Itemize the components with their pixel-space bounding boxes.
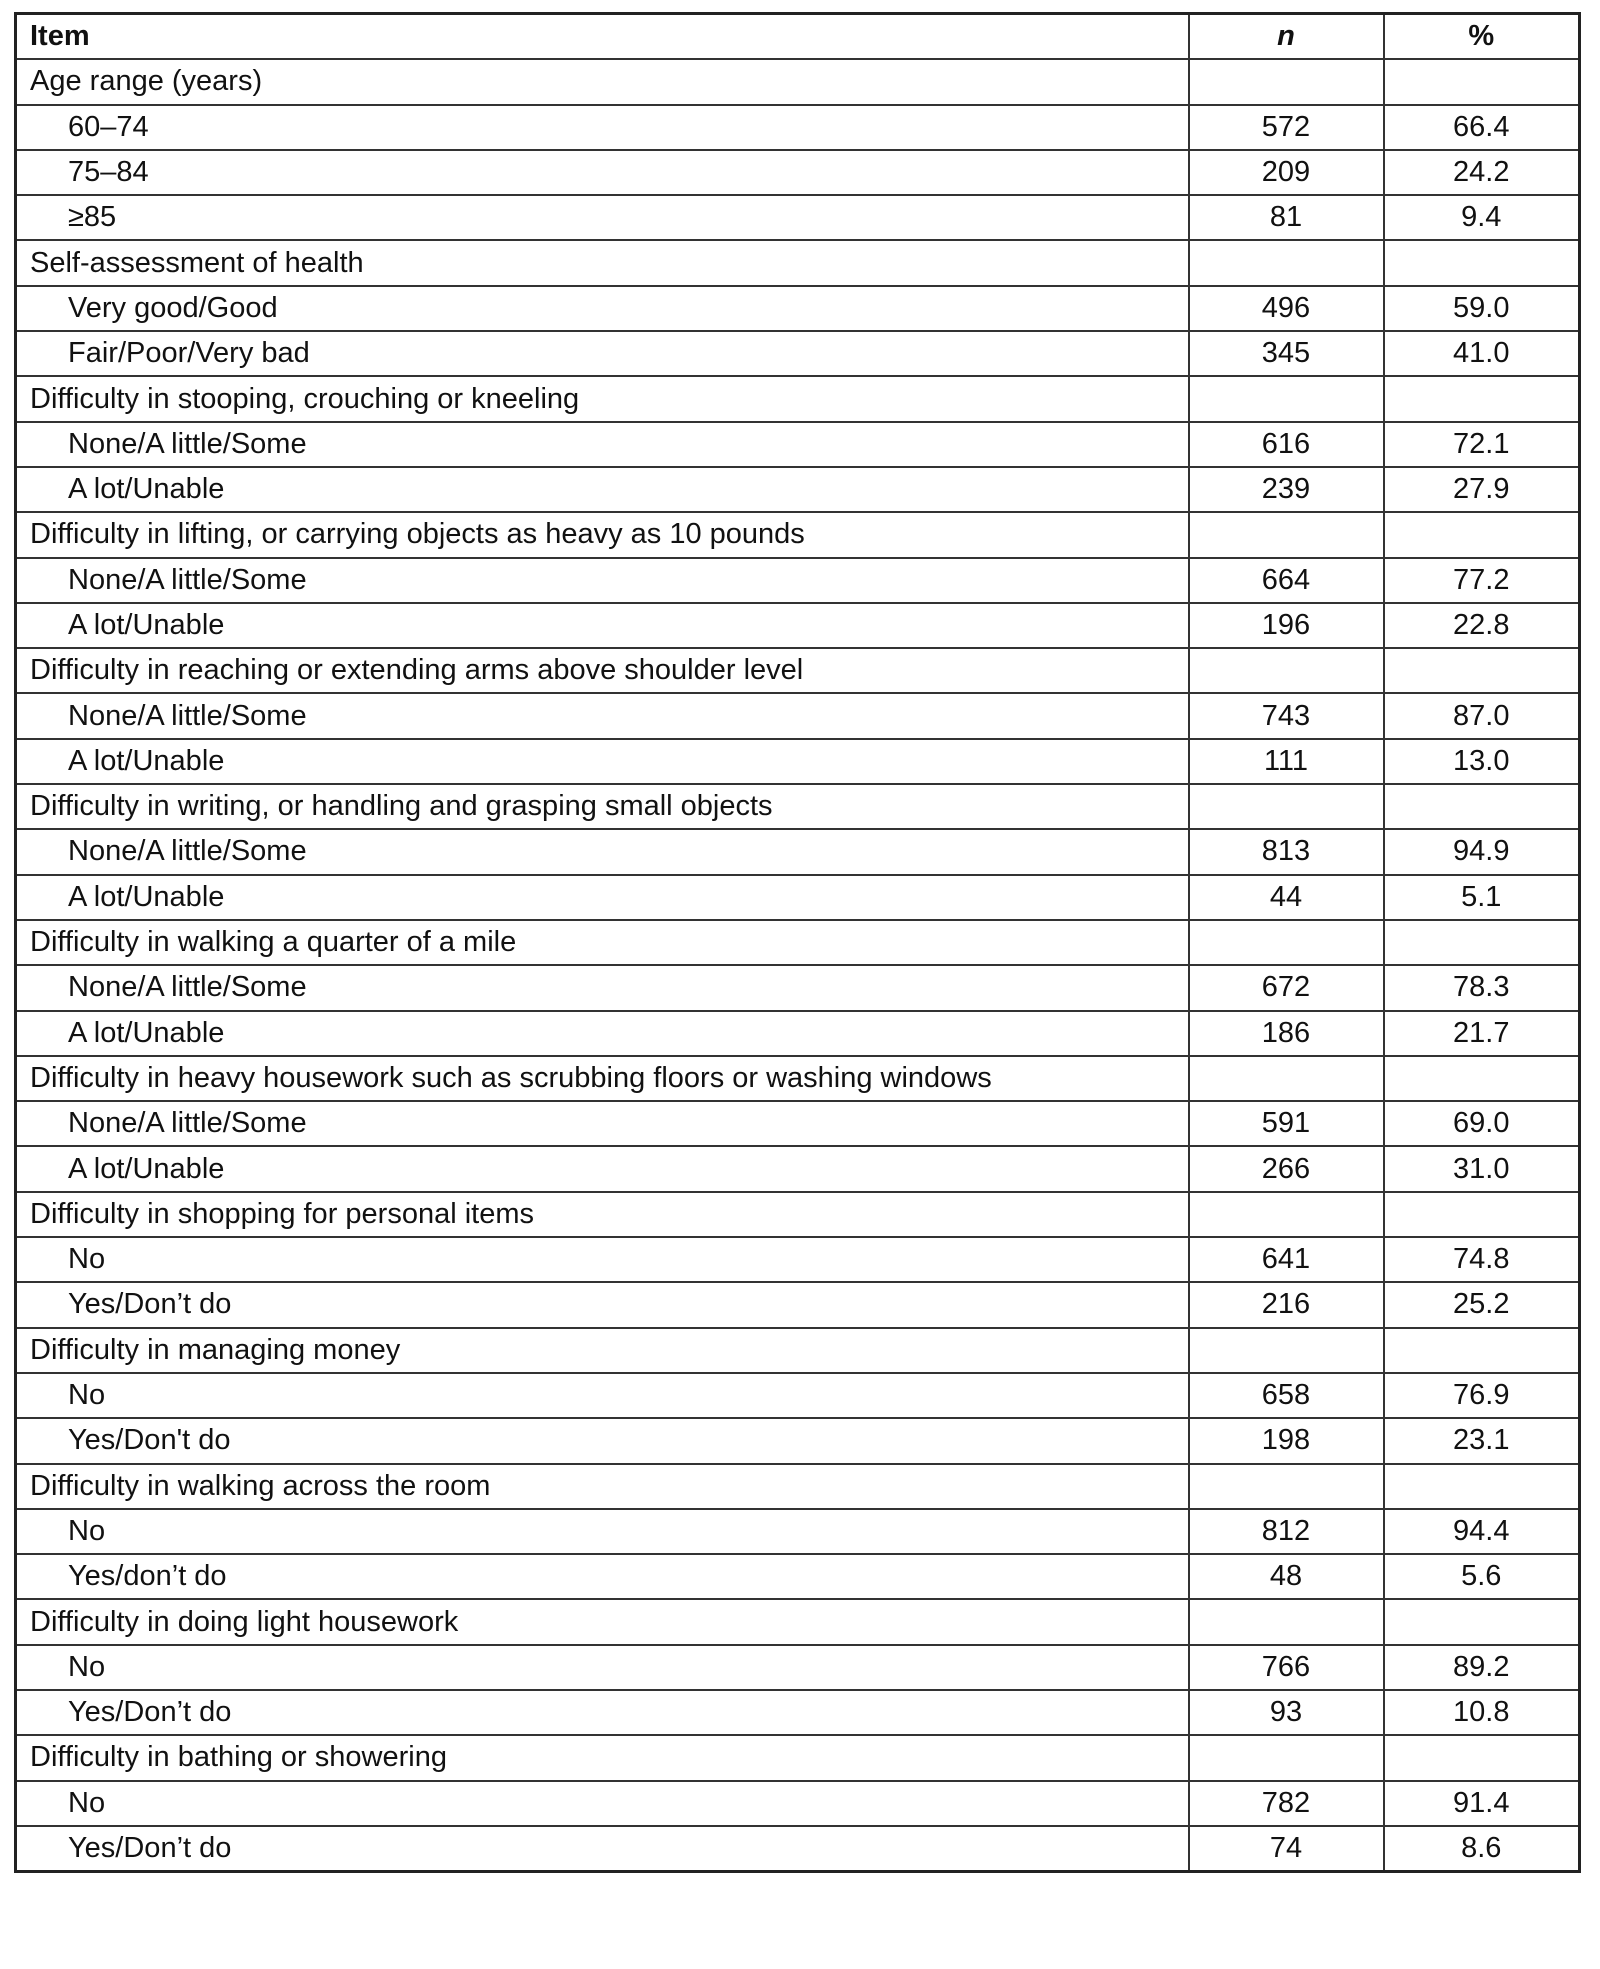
category-row (16, 648, 1580, 693)
percent-value: 91.4 (1384, 1781, 1580, 1826)
category-row (16, 59, 1580, 104)
n-value: 766 (1189, 1645, 1384, 1690)
table-row (16, 1418, 1580, 1463)
category-n-cell (1189, 1328, 1384, 1373)
category-n-cell (1189, 512, 1384, 557)
category-label: Difficulty in managing money (16, 1328, 1189, 1373)
n-value: 239 (1189, 467, 1384, 512)
category-n-cell (1189, 376, 1384, 421)
category-label: Difficulty in doing light housework (16, 1599, 1189, 1644)
response-label: A lot/Unable (16, 467, 1189, 512)
category-n-cell (1189, 1056, 1384, 1101)
category-percent-cell (1384, 648, 1580, 693)
category-percent-cell (1384, 1464, 1580, 1509)
percent-value: 77.2 (1384, 558, 1580, 603)
data-table (14, 12, 1581, 1873)
table-row (16, 558, 1580, 603)
n-value: 266 (1189, 1146, 1384, 1191)
category-percent-cell (1384, 784, 1580, 829)
percent-value: 5.6 (1384, 1554, 1580, 1599)
percent-value: 5.1 (1384, 875, 1580, 920)
table-row (16, 1282, 1580, 1327)
table-row (16, 422, 1580, 467)
category-label: Difficulty in stooping, crouching or kneeling (16, 376, 1189, 421)
response-label: None/A little/Some (16, 422, 1189, 467)
category-n-cell (1189, 648, 1384, 693)
category-n-cell (1189, 920, 1384, 965)
percent-value: 78.3 (1384, 965, 1580, 1010)
response-label: 75–84 (16, 150, 1189, 195)
response-label: No (16, 1237, 1189, 1282)
n-value: 591 (1189, 1101, 1384, 1146)
table-row (16, 331, 1580, 376)
n-value: 198 (1189, 1418, 1384, 1463)
table-row (16, 1690, 1580, 1735)
table-row (16, 1826, 1580, 1872)
n-value: 216 (1189, 1282, 1384, 1327)
n-value: 672 (1189, 965, 1384, 1010)
percent-value: 25.2 (1384, 1282, 1580, 1327)
response-label: Yes/don’t do (16, 1554, 1189, 1599)
table-row (16, 195, 1580, 240)
n-value: 641 (1189, 1237, 1384, 1282)
category-percent-cell (1384, 1056, 1580, 1101)
response-label: A lot/Unable (16, 1146, 1189, 1191)
n-value: 572 (1189, 105, 1384, 150)
category-row (16, 784, 1580, 829)
percent-value: 22.8 (1384, 603, 1580, 648)
n-value: 81 (1189, 195, 1384, 240)
category-row (16, 240, 1580, 285)
table-row (16, 965, 1580, 1010)
category-n-cell (1189, 240, 1384, 285)
table-row (16, 1645, 1580, 1690)
category-label: Difficulty in writing, or handling and grasping small objects (16, 784, 1189, 829)
response-label: 60–74 (16, 105, 1189, 150)
table-row (16, 603, 1580, 648)
category-percent-cell (1384, 1192, 1580, 1237)
category-row (16, 1599, 1580, 1644)
percent-value: 69.0 (1384, 1101, 1580, 1146)
table-row (16, 1101, 1580, 1146)
table-row (16, 467, 1580, 512)
percent-value: 74.8 (1384, 1237, 1580, 1282)
category-percent-cell (1384, 376, 1580, 421)
percent-value: 10.8 (1384, 1690, 1580, 1735)
category-n-cell (1189, 784, 1384, 829)
n-value: 111 (1189, 739, 1384, 784)
n-value: 44 (1189, 875, 1384, 920)
category-percent-cell (1384, 240, 1580, 285)
table-row (16, 286, 1580, 331)
n-value: 782 (1189, 1781, 1384, 1826)
table-row (16, 693, 1580, 738)
percent-value: 66.4 (1384, 105, 1580, 150)
category-row (16, 1192, 1580, 1237)
category-label: Difficulty in lifting, or carrying objects as heavy as 10 pounds (16, 512, 1189, 557)
table-row (16, 105, 1580, 150)
response-label: Yes/Don't do (16, 1418, 1189, 1463)
response-label: None/A little/Some (16, 965, 1189, 1010)
response-label: No (16, 1781, 1189, 1826)
category-n-cell (1189, 1464, 1384, 1509)
response-label: A lot/Unable (16, 603, 1189, 648)
table-body (16, 59, 1580, 1871)
percent-value: 27.9 (1384, 467, 1580, 512)
category-percent-cell (1384, 512, 1580, 557)
response-label: A lot/Unable (16, 875, 1189, 920)
category-percent-cell (1384, 1328, 1580, 1373)
category-n-cell (1189, 1192, 1384, 1237)
percent-value: 13.0 (1384, 739, 1580, 784)
category-n-cell (1189, 1735, 1384, 1780)
category-n-cell (1189, 1599, 1384, 1644)
response-label: Very good/Good (16, 286, 1189, 331)
n-value: 196 (1189, 603, 1384, 648)
n-value: 186 (1189, 1011, 1384, 1056)
category-label: Age range (years) (16, 59, 1189, 104)
percent-value: 24.2 (1384, 150, 1580, 195)
header-item: Item (16, 14, 1189, 60)
category-label: Difficulty in reaching or extending arms above shoulder level (16, 648, 1189, 693)
table-row (16, 875, 1580, 920)
n-value: 658 (1189, 1373, 1384, 1418)
n-value: 664 (1189, 558, 1384, 603)
n-value: 812 (1189, 1509, 1384, 1554)
response-label: No (16, 1645, 1189, 1690)
response-label: Yes/Don’t do (16, 1282, 1189, 1327)
percent-value: 59.0 (1384, 286, 1580, 331)
category-percent-cell (1384, 59, 1580, 104)
percent-value: 31.0 (1384, 1146, 1580, 1191)
header-n: n (1189, 14, 1384, 60)
response-label: None/A little/Some (16, 693, 1189, 738)
table-row (16, 1373, 1580, 1418)
percent-value: 94.9 (1384, 829, 1580, 874)
response-label: A lot/Unable (16, 739, 1189, 784)
category-label: Difficulty in shopping for personal items (16, 1192, 1189, 1237)
response-label: Yes/Don’t do (16, 1826, 1189, 1872)
category-n-cell (1189, 59, 1384, 104)
category-label: Difficulty in walking across the room (16, 1464, 1189, 1509)
n-value: 743 (1189, 693, 1384, 738)
table-row (16, 1146, 1580, 1191)
percent-value: 23.1 (1384, 1418, 1580, 1463)
table-row (16, 739, 1580, 784)
n-value: 345 (1189, 331, 1384, 376)
table-row (16, 829, 1580, 874)
response-label: No (16, 1509, 1189, 1554)
category-row (16, 1464, 1580, 1509)
category-row (16, 512, 1580, 557)
response-label: No (16, 1373, 1189, 1418)
category-label: Difficulty in bathing or showering (16, 1735, 1189, 1780)
percent-value: 41.0 (1384, 331, 1580, 376)
category-label: Difficulty in heavy housework such as scrubbing floors or washing windows (16, 1056, 1189, 1101)
n-value: 813 (1189, 829, 1384, 874)
header-row (16, 14, 1580, 60)
category-percent-cell (1384, 1599, 1580, 1644)
response-label: A lot/Unable (16, 1011, 1189, 1056)
table-row (16, 1554, 1580, 1599)
percent-value: 94.4 (1384, 1509, 1580, 1554)
category-label: Difficulty in walking a quarter of a mile (16, 920, 1189, 965)
n-value: 616 (1189, 422, 1384, 467)
response-label: None/A little/Some (16, 1101, 1189, 1146)
category-row (16, 1056, 1580, 1101)
n-value: 48 (1189, 1554, 1384, 1599)
table-row (16, 1237, 1580, 1282)
percent-value: 87.0 (1384, 693, 1580, 738)
table-row (16, 1509, 1580, 1554)
response-label: None/A little/Some (16, 558, 1189, 603)
category-row (16, 376, 1580, 421)
category-row (16, 1735, 1580, 1780)
n-value: 209 (1189, 150, 1384, 195)
category-percent-cell (1384, 920, 1580, 965)
n-value: 74 (1189, 1826, 1384, 1872)
percent-value: 8.6 (1384, 1826, 1580, 1872)
response-label: None/A little/Some (16, 829, 1189, 874)
percent-value: 89.2 (1384, 1645, 1580, 1690)
percent-value: 76.9 (1384, 1373, 1580, 1418)
header-percent: % (1384, 14, 1580, 60)
response-label: Fair/Poor/Very bad (16, 331, 1189, 376)
n-value: 496 (1189, 286, 1384, 331)
category-percent-cell (1384, 1735, 1580, 1780)
percent-value: 21.7 (1384, 1011, 1580, 1056)
response-label: ≥85 (16, 195, 1189, 240)
response-label: Yes/Don’t do (16, 1690, 1189, 1735)
percent-value: 72.1 (1384, 422, 1580, 467)
category-row (16, 1328, 1580, 1373)
table-row (16, 1781, 1580, 1826)
table-row (16, 1011, 1580, 1056)
percent-value: 9.4 (1384, 195, 1580, 240)
table-row (16, 150, 1580, 195)
category-row (16, 920, 1580, 965)
category-label: Self-assessment of health (16, 240, 1189, 285)
n-value: 93 (1189, 1690, 1384, 1735)
